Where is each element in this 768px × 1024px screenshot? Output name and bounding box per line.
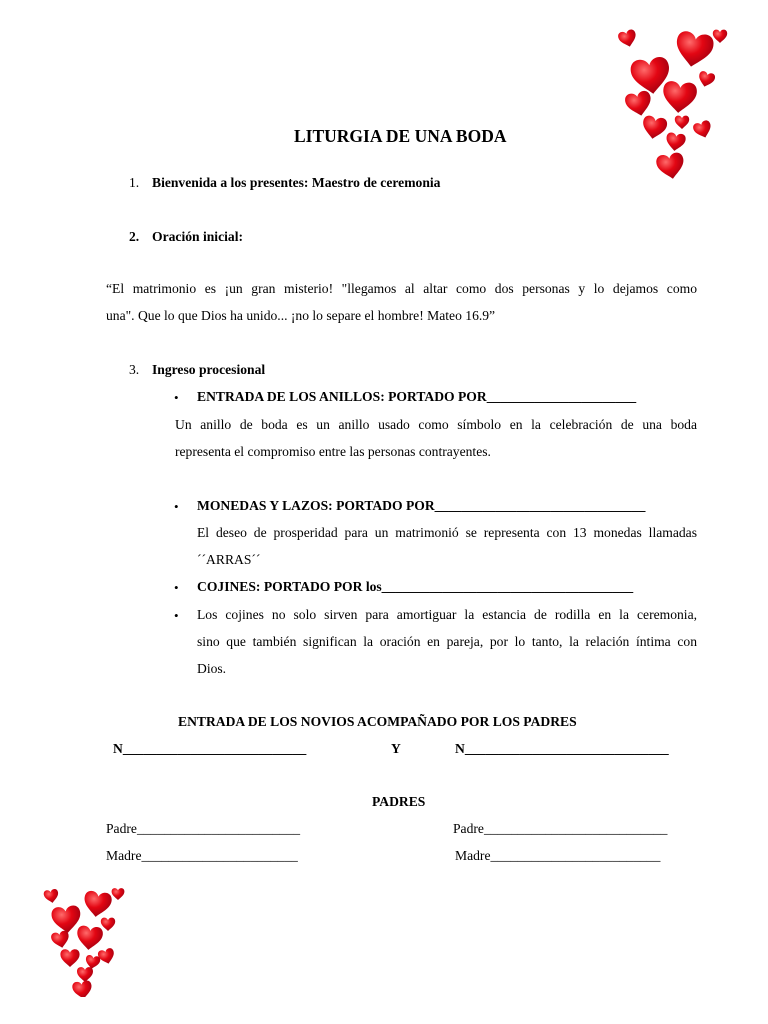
item2-text: Oración inicial: bbox=[152, 229, 243, 244]
item1-number: 1. bbox=[129, 175, 140, 190]
novios-heading: ENTRADA DE LOS NOVIOS ACOMPAÑADO POR LOS PADRES bbox=[178, 714, 577, 729]
madre-right-field: Madre_________________________ bbox=[455, 848, 661, 863]
novio-left-field: N___________________________ bbox=[113, 741, 307, 756]
heart-cluster-top-icon bbox=[600, 22, 740, 192]
item2-number: 2. bbox=[129, 229, 140, 244]
quote-line-1: “El matrimonio es ¡un gran misterio! "llegamos al altar como dos personas y lo dejamos como bbox=[106, 281, 697, 296]
item1-text: Bienvenida a los presentes: Maestro de ceremonia bbox=[152, 175, 441, 190]
padre-left-field: Padre________________________ bbox=[106, 821, 301, 836]
y-label: Y bbox=[391, 741, 401, 756]
padre-right-field: Padre___________________________ bbox=[453, 821, 668, 836]
cojines-line-2: sino que también significan la oración en pareja, por lo tanto, la relación íntima con bbox=[197, 634, 697, 649]
anillos-line-2: representa el compromiso entre las personas contrayentes. bbox=[175, 444, 491, 459]
bullet-icon: • bbox=[174, 499, 179, 514]
cojines-heading: COJINES: PORTADO POR los_____________________________________ bbox=[197, 579, 634, 594]
quote-line-2: una". Que lo que Dios ha unido... ¡no lo separe el hombre! Mateo 16.9” bbox=[106, 308, 496, 323]
padres-heading: PADRES bbox=[372, 794, 426, 809]
cojines-line-3: Dios. bbox=[197, 661, 227, 676]
madre-left-field: Madre_______________________ bbox=[106, 848, 298, 863]
bullet-icon: • bbox=[174, 580, 179, 595]
item3-text: Ingreso procesional bbox=[152, 362, 266, 377]
anillos-line-1: Un anillo de boda es un anillo usado como símbolo en la celebración de una boda bbox=[175, 417, 697, 432]
cojines-line-1: Los cojines no solo sirven para amortiguar la estancia de rodilla en la ceremonia, bbox=[197, 607, 697, 622]
monedas-line-2: ´´ARRAS´´ bbox=[197, 552, 261, 567]
item3-number: 3. bbox=[129, 362, 140, 377]
novio-right-field: N______________________________ bbox=[455, 741, 669, 756]
bullet-icon: • bbox=[174, 390, 179, 405]
monedas-line-1: El deseo de prosperidad para un matrimonió se representa con 13 monedas llamadas bbox=[197, 525, 697, 540]
anillos-heading: ENTRADA DE LOS ANILLOS: PORTADO POR______________________ bbox=[197, 389, 637, 404]
bullet-icon: • bbox=[174, 608, 179, 623]
heart-cluster-bottom-icon bbox=[38, 882, 133, 997]
page-title: LITURGIA DE UNA BODA bbox=[294, 126, 507, 146]
monedas-heading: MONEDAS Y LAZOS: PORTADO POR_______________________________ bbox=[197, 498, 646, 513]
